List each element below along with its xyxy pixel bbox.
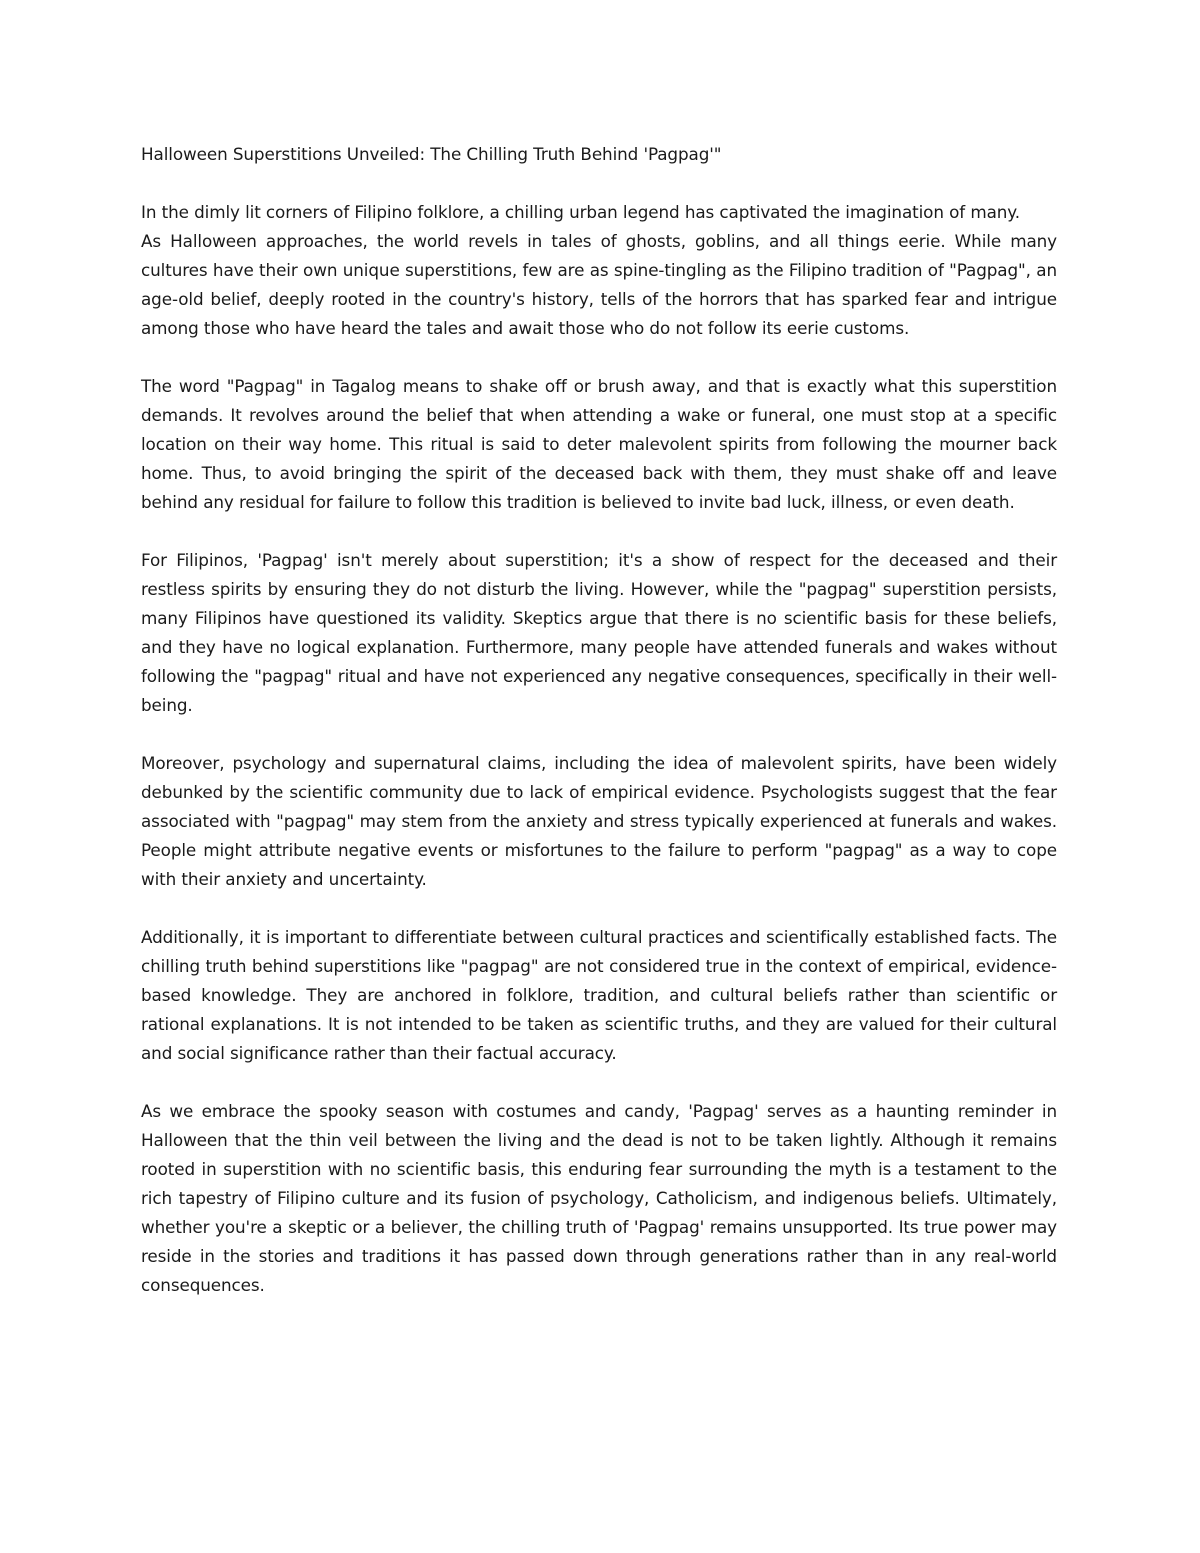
- paragraph-respect-and-skepticism: For Filipinos, 'Pagpag' isn't merely about superstition; it's a show of respect for the deceased and their restless spirits by ensuring they do not disturb the living. However, while the "pagpag" superstition persists, many Filipinos have questioned its validity. Skeptics argue that there is no scientific basis for these beliefs, and they have no logical explanation. Furthermore, many people have attended funerals and wakes without following the "pagpag" ritual and have not experienced any negative consequences, specifically in their well-being.: [141, 550, 1057, 715]
- intro-paragraph: As Halloween approaches, the world revels in tales of ghosts, goblins, and all things eerie. While many cultures have their own unique superstitions, few are as spine-tingling as the Filipino tradition of "Pagpag", an age-old belief, deeply rooted in the country's history, tells of the horrors that has sparked fear and intrigue among those who have heard the tales and await those who do not follow its eerie customs.: [141, 231, 1057, 338]
- paragraph-conclusion: As we embrace the spooky season with costumes and candy, 'Pagpag' serves as a haunting reminder in Halloween that the thin veil between the living and the dead is not to be taken lightly. Although it remains rooted in superstition with no scientific basis, this enduring fear surrounding the myth is a testament to the rich tapestry of Filipino culture and its fusion of psychology, Catholicism, and indigenous beliefs. Ultimately, whether you're a skeptic or a believer, the chilling truth of 'Pagpag' remains unsupported. Its true power may reside in the stories and traditions it has passed down through generations rather than in any real-world consequences.: [141, 1101, 1057, 1295]
- document-title: Halloween Superstitions Unveiled: The Chilling Truth Behind 'Pagpag'": [141, 144, 722, 164]
- intro-line: In the dimly lit corners of Filipino folklore, a chilling urban legend has captivated the imagination of many.: [141, 202, 1020, 222]
- paragraph-cultural-vs-scientific: Additionally, it is important to differentiate between cultural practices and scientifically established facts. The chilling truth behind superstitions like "pagpag" are not considered true in the context of empirical, evidence-based knowledge. They are anchored in folklore, tradition, and cultural beliefs rather than scientific or rational explanations. It is not intended to be taken as scientific truths, and they are valued for their cultural and social significance rather than their factual accuracy.: [141, 927, 1057, 1063]
- document-body: [141, 140, 1057, 1329]
- paragraph-pagpag-meaning: The word "Pagpag" in Tagalog means to shake off or brush away, and that is exactly what this superstition demands. It revolves around the belief that when attending a wake or funeral, one must stop at a specific location on their way home. This ritual is said to deter malevolent spirits from following the mourner back home. Thus, to avoid bringing the spirit of the deceased back with them, they must shake off and leave behind any residual for failure to follow this tradition is believed to invite bad luck, illness, or even death.: [141, 376, 1057, 512]
- paragraph-psychology: Moreover, psychology and supernatural claims, including the idea of malevolent spirits, have been widely debunked by the scientific community due to lack of empirical evidence. Psychologists suggest that the fear associated with "pagpag" may stem from the anxiety and stress typically experienced at funerals and wakes. People might attribute negative events or misfortunes to the failure to perform "pagpag" as a way to cope with their anxiety and uncertainty.: [141, 753, 1057, 889]
